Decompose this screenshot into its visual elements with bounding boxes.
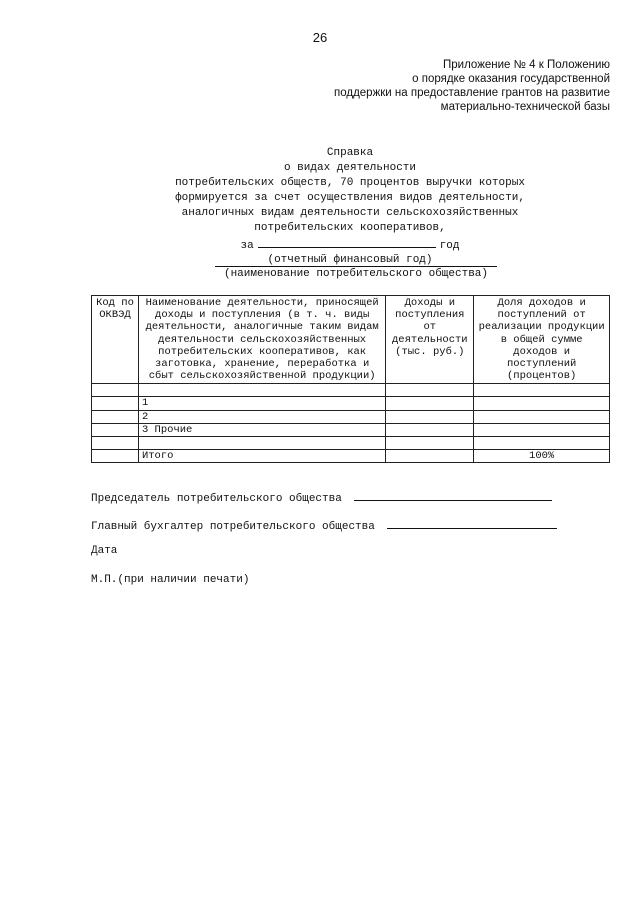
accountant-signature-line — [91, 517, 557, 533]
cell-code[interactable] — [92, 384, 139, 397]
year-blank-field[interactable] — [258, 236, 436, 248]
cell-income[interactable] — [386, 384, 474, 397]
year-suffix: год — [439, 240, 460, 252]
cell-income[interactable] — [386, 423, 474, 436]
table-row — [92, 384, 610, 397]
year-prefix: за — [240, 240, 254, 252]
table-row — [92, 397, 610, 410]
title-line: аналогичных видам деятельности сельскохозяйственных — [181, 207, 519, 219]
title-line: формируется за счет осуществления видов деятельности, — [175, 192, 525, 204]
cell-share[interactable] — [474, 423, 610, 436]
period-caption: (отчетный финансовый год) — [267, 254, 433, 266]
cell-income[interactable] — [386, 437, 474, 450]
cell-income[interactable] — [386, 410, 474, 423]
cell-share[interactable] — [474, 397, 610, 410]
cell-code[interactable] — [92, 450, 139, 463]
cell-activity[interactable] — [138, 384, 385, 397]
cell-activity[interactable] — [138, 437, 385, 450]
header-income: Доходы и поступления от деятельности (тыс. руб.) — [386, 296, 474, 384]
chairman-signature-line — [91, 489, 552, 505]
cell-share[interactable] — [474, 384, 610, 397]
appendix-line: о порядке оказания государственной — [412, 73, 610, 85]
cell-code[interactable] — [92, 397, 139, 410]
title-line: Справка — [326, 147, 374, 159]
cell-code[interactable] — [92, 423, 139, 436]
table-header-row — [92, 296, 610, 384]
table-row — [92, 410, 610, 423]
header-activity: Наименование деятельности, приносящей доходы и поступления (в т. ч. виды деятельности, аналогичные таким видам деятельности сельскохозяйственных потребительских кооперативов, как заготовка, хранение, переработка и сбыт сельскохозяйственной продукции) — [138, 296, 385, 384]
income-table — [91, 295, 610, 463]
title-line: потребительских обществ, 70 процентов выручки которых — [175, 177, 525, 189]
document-title — [150, 146, 550, 267]
cell-share[interactable] — [474, 410, 610, 423]
cell-code[interactable] — [92, 410, 139, 423]
appendix-header — [334, 58, 610, 114]
org-name-field[interactable] — [215, 266, 497, 281]
cell-code[interactable] — [92, 437, 139, 450]
cell-activity[interactable]: Итого — [138, 450, 385, 463]
reporting-year-line — [150, 236, 550, 254]
appendix-line: Приложение № 4 к Положению — [443, 59, 610, 71]
chairman-label: Председатель потребительского общества — [91, 493, 342, 505]
seal-label: М.П.(при наличии печати) — [91, 574, 250, 586]
table-row — [92, 423, 610, 436]
chairman-signature-field[interactable] — [354, 489, 552, 501]
appendix-line: поддержки на предоставление грантов на развитие — [333, 87, 610, 99]
table-total-row — [92, 450, 610, 463]
cell-activity[interactable]: 3 Прочие — [138, 423, 385, 436]
cell-income[interactable] — [386, 450, 474, 463]
header-okved: Код по ОКВЭД — [92, 296, 139, 384]
cell-income[interactable] — [386, 397, 474, 410]
title-line: о видах деятельности — [283, 162, 417, 174]
date-label: Дата — [91, 545, 118, 557]
page-number: 26 — [312, 30, 328, 45]
appendix-line: материально-технической базы — [440, 101, 610, 113]
accountant-signature-field[interactable] — [387, 517, 557, 529]
cell-share[interactable] — [474, 437, 610, 450]
table-row — [92, 437, 610, 450]
accountant-label: Главный бухгалтер потребительского общества — [91, 521, 375, 533]
cell-activity[interactable]: 1 — [138, 397, 385, 410]
title-line: потребительских кооперативов, — [254, 222, 446, 234]
cell-activity[interactable]: 2 — [138, 410, 385, 423]
header-share: Доля доходов и поступлений от реализации продукции в общей сумме доходов и поступлений (процентов) — [474, 296, 610, 384]
cell-share[interactable]: 100% — [474, 450, 610, 463]
org-caption: (наименование потребительского общества) — [223, 268, 489, 280]
